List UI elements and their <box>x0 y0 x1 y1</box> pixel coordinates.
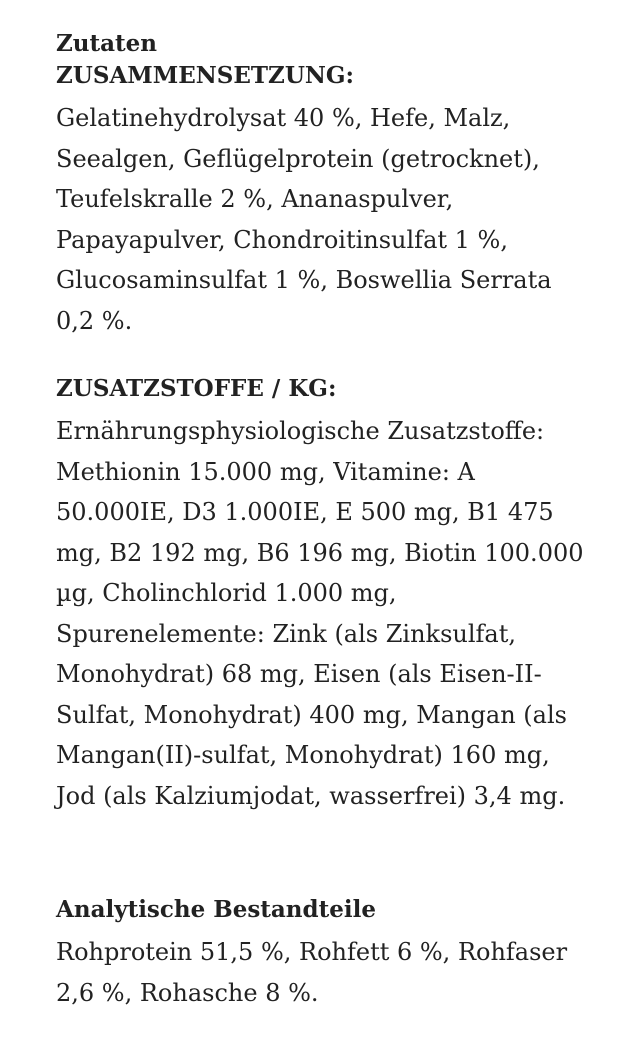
additives-label: ZUSATZSTOFFE / KG: <box>56 375 337 402</box>
composition-label: ZUSAMMENSETZUNG: <box>56 62 355 89</box>
ingredients-section <box>56 28 590 341</box>
analytic-text: Rohprotein 51,5 %, Rohfett 6 %, Rohfaser 2,6 %, Rohasche 8 %. <box>56 938 568 1007</box>
ingredients-title: Zutaten <box>56 30 158 57</box>
additives-section <box>56 373 590 816</box>
analytic-section <box>56 894 590 1013</box>
analytic-title: Analytische Bestandteile <box>56 896 376 923</box>
composition-text: Gelatinehydrolysat 40 %, Hefe, Malz, Seealgen, Geflügelprotein (getrocknet), Teufelskralle 2 %, Ananaspulver, Papayapulver, Chondroitinsulfat 1 %, Glucosaminsulfat 1 %, Boswellia Serrata 0,2 %. <box>56 104 552 335</box>
additives-text: Ernährungsphysiologische Zusatzstoffe: Methionin 15.000 mg, Vitamine: A 50.000IE, D3 1.000IE, E 500 mg, B1 475 mg, B2 192 mg, B6 196 mg, Biotin 100.000 µg, Cholinchlorid 1.000 mg, Spurenelemente: Zink (als Zinksulfat, Monohydrat) 68 mg, Eisen (als Eisen-II-Sulfat, Monohydrat) 400 mg, Mangan (als Mangan(II)-sulfat, Monohydrat) 160 mg, Jod (als Kalziumjodat, wasserfrei) 3,4 mg. <box>56 417 584 810</box>
